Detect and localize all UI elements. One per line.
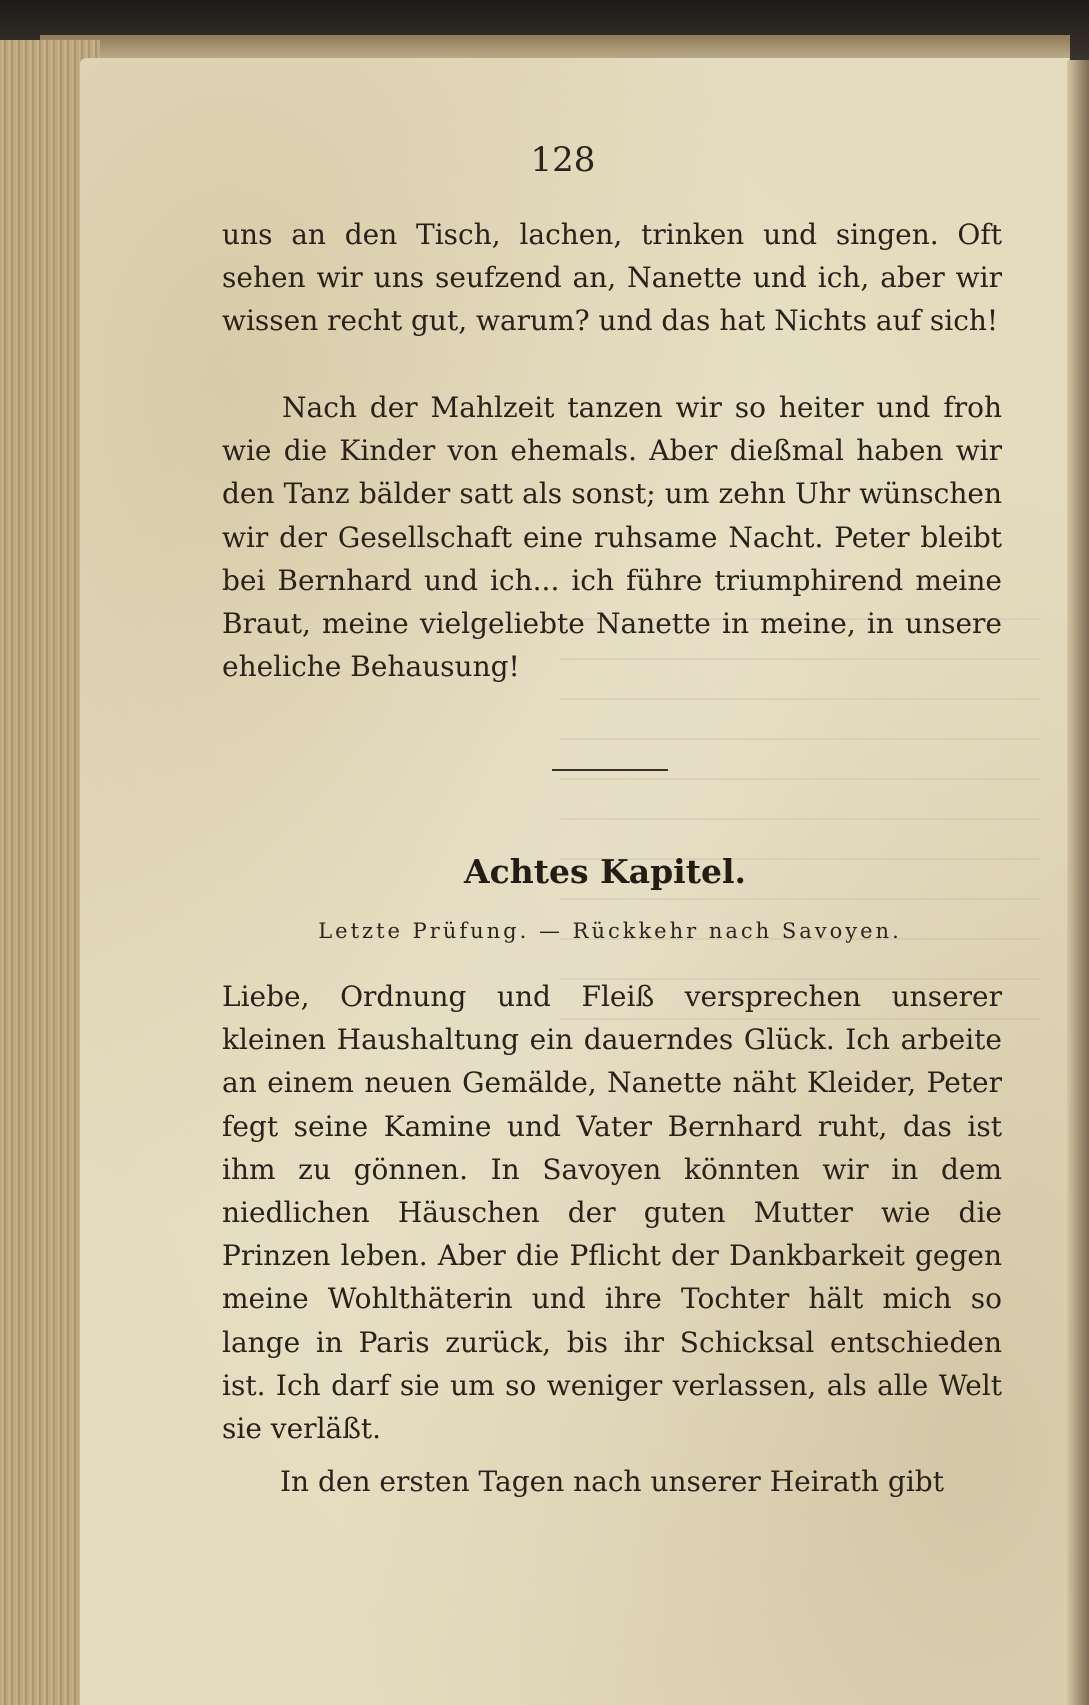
paragraph-1: uns an den Tisch, lachen, trinken und singen. Oft sehen wir uns seufzend an, Nanette und ich, aber wir wissen recht gut, warum? und das hat Nichts auf sich! <box>222 218 1002 338</box>
paragraph-2: Nach der Mahlzeit tanzen wir so heiter und froh wie die Kinder von ehemals. Aber dießmal haben wir den Tanz bälder satt als sonst; um zehn Uhr wünschen wir der Gesellschaft eine ruhsame Nacht. Peter bleibt bei Bernhard und ich... ich führe triumphirend meine Braut, meine vielgeliebte Nanette in meine, in unsere eheliche Behausung! <box>222 391 1002 684</box>
section-divider <box>552 769 668 771</box>
page-edge-right <box>1067 60 1089 1705</box>
chapter-subtitle: Letzte Prüfung. — Rückkehr nach Savoyen. <box>318 919 902 943</box>
paragraph-3: Liebe, Ordnung und Fleiß versprechen unserer kleinen Haushaltung ein dauerndes Glück. Ich arbeite an einem neuen Gemälde, Nanette näht Kleider, Peter fegt seine Kamine und Vater Bernhard ruht, das ist ihm zu gönnen. In Savoyen könnten wir in dem niedlichen Häuschen der guten Mutter wie die Prinzen leben. Aber die Pflicht der Dankbarkeit gegen meine Wohlthäterin und ihre Tochter hält mich so lange in Paris zurück, bis ihr Schicksal entschieden ist. Ich darf sie um so weniger verlassen, als alle Welt sie verläßt. <box>222 980 1002 1446</box>
chapter-title: Achtes Kapitel. <box>464 852 746 891</box>
page-number: 128 <box>530 140 596 180</box>
paragraph-4: In den ersten Tagen nach unserer Heirath gibt <box>280 1465 944 1498</box>
